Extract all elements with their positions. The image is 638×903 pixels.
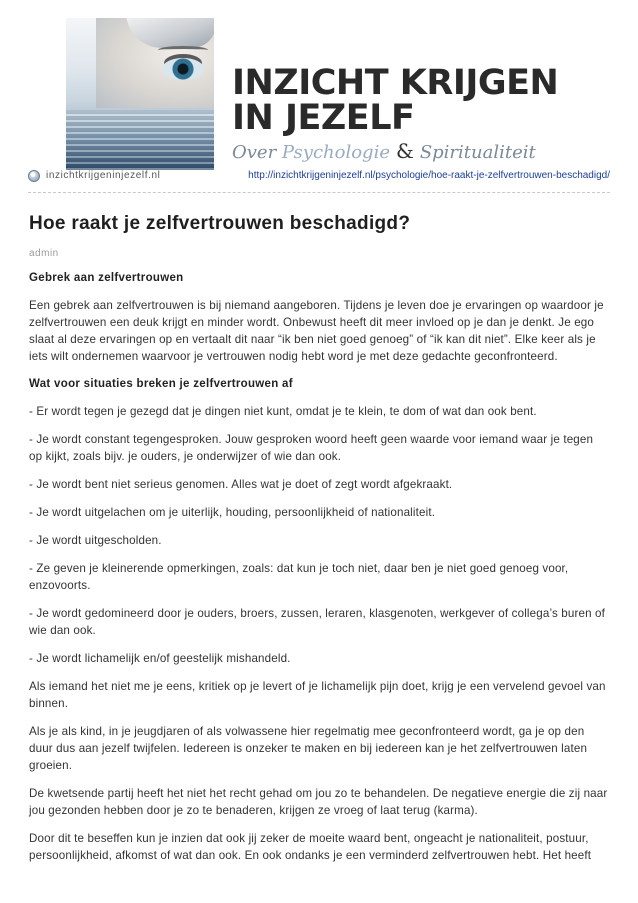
- section-heading-1: Gebrek aan zelfvertrouwen: [29, 272, 184, 284]
- tagline-psychology: Psychologie: [281, 142, 390, 163]
- globe-icon: [28, 170, 40, 182]
- logo-line-2: IN JEZELF: [232, 98, 415, 138]
- eye-icon: [162, 58, 204, 80]
- tagline-spirituality: Spiritualiteit: [419, 142, 536, 163]
- article: [29, 212, 609, 864]
- paragraph: - Je wordt constant tegengesproken. Jouw gesproken woord heeft geen waarde voor iemand waar je tegen op kijkt, zoals bijv. je ouders, je onderwijzer of wie dan ook.: [29, 433, 594, 463]
- intro-paragraph: Een gebrek aan zelfvertrouwen is bij niemand aangeboren. Tijdens je leven doe je ervaringen op waardoor je zelfvertrouwen een deuk krijgt en minder wordt. Onbewust heeft dit meer invloed op je dan je denkt. Je ego slaat al deze ervaringen op en vertaalt dit naar “ik ben niet goed genoeg” of “ik kan dit niet”. Elke keer als je iets wilt ondernemen waarvoor je vertrouwen nodig hebt word je met deze gedachte geconfronteerd.: [29, 299, 604, 363]
- paragraph: Als iemand het niet me je eens, kritiek op je levert of je lichamelijk pijn doet, krijg je een vervelend gevoel van binnen.: [29, 680, 606, 710]
- tagline-over: Over: [232, 142, 277, 163]
- paragraph: Als je als kind, in je jeugdjaren of als volwassene hier regelmatig mee geconfronteerd wordt, ga je op den duur dus aan jezelf twijfelen. Iedereen is onzeker te maken en bij iedereen kan je het zelfvertrouwen laten groeien.: [29, 725, 588, 772]
- source-site[interactable]: inzichtkrijgeninjezelf.nl: [46, 170, 161, 181]
- site-logo-title: [232, 63, 559, 138]
- paragraph: - Je wordt uitgescholden.: [29, 534, 162, 547]
- logo-line-1: INZICHT KRIJGEN: [232, 63, 559, 103]
- site-banner: [0, 0, 638, 175]
- paragraph: - Ze geven je kleinerende opmerkingen, zoals: dat kun je toch niet, daar ben je niet goed genoeg voor, enzovoorts.: [29, 562, 569, 592]
- source-bar: [28, 170, 610, 184]
- article-author: admin: [29, 248, 59, 259]
- paragraph: Door dit te beseffen kun je inzien dat ook jij zeker de moeite waard bent, ongeacht je nationaliteit, postuur, persoonlijkheid, afkomst of wat dan ook. En ook ondanks je een verminderd zelfvertrouwen hebt. Het heeft: [29, 832, 592, 862]
- divider: [28, 192, 610, 193]
- article-title: Hoe raakt je zelfvertrouwen beschadigd?: [29, 213, 411, 234]
- site-tagline: [232, 139, 536, 163]
- source-url-link[interactable]: http://inzichtkrijgeninjezelf.nl/psychologie/hoe-raakt-je-zelfvertrouwen-beschadigd/: [248, 170, 610, 181]
- tagline-ampersand: &: [396, 139, 414, 163]
- paragraph: - Je wordt uitgelachen om je uiterlijk, houding, persoonlijkheid of nationaliteit.: [29, 506, 436, 519]
- paragraph: De kwetsende partij heeft het niet het recht gehad om jou zo te behandelen. De negatieve energie die zij naar jou gezonden hebben door je zo te benaderen, krijgen ze vroeg of laat terug (karma).: [29, 787, 608, 817]
- section-heading-2: Wat voor situaties breken je zelfvertrouwen af: [29, 378, 293, 390]
- banner-face-image: [66, 18, 214, 170]
- paragraph: - Je wordt gedomineerd door je ouders, broers, zussen, leraren, klasgenoten, werkgever of collega’s buren of wie dan ook.: [29, 607, 606, 637]
- paragraph: - Je wordt lichamelijk en/of geestelijk mishandeld.: [29, 652, 291, 665]
- paragraph: - Je wordt bent niet serieus genomen. Alles wat je doet of zegt wordt afgekraakt.: [29, 478, 453, 491]
- paragraph: - Er wordt tegen je gezegd dat je dingen niet kunt, omdat je te klein, te dom of wat dan ook bent.: [29, 405, 537, 418]
